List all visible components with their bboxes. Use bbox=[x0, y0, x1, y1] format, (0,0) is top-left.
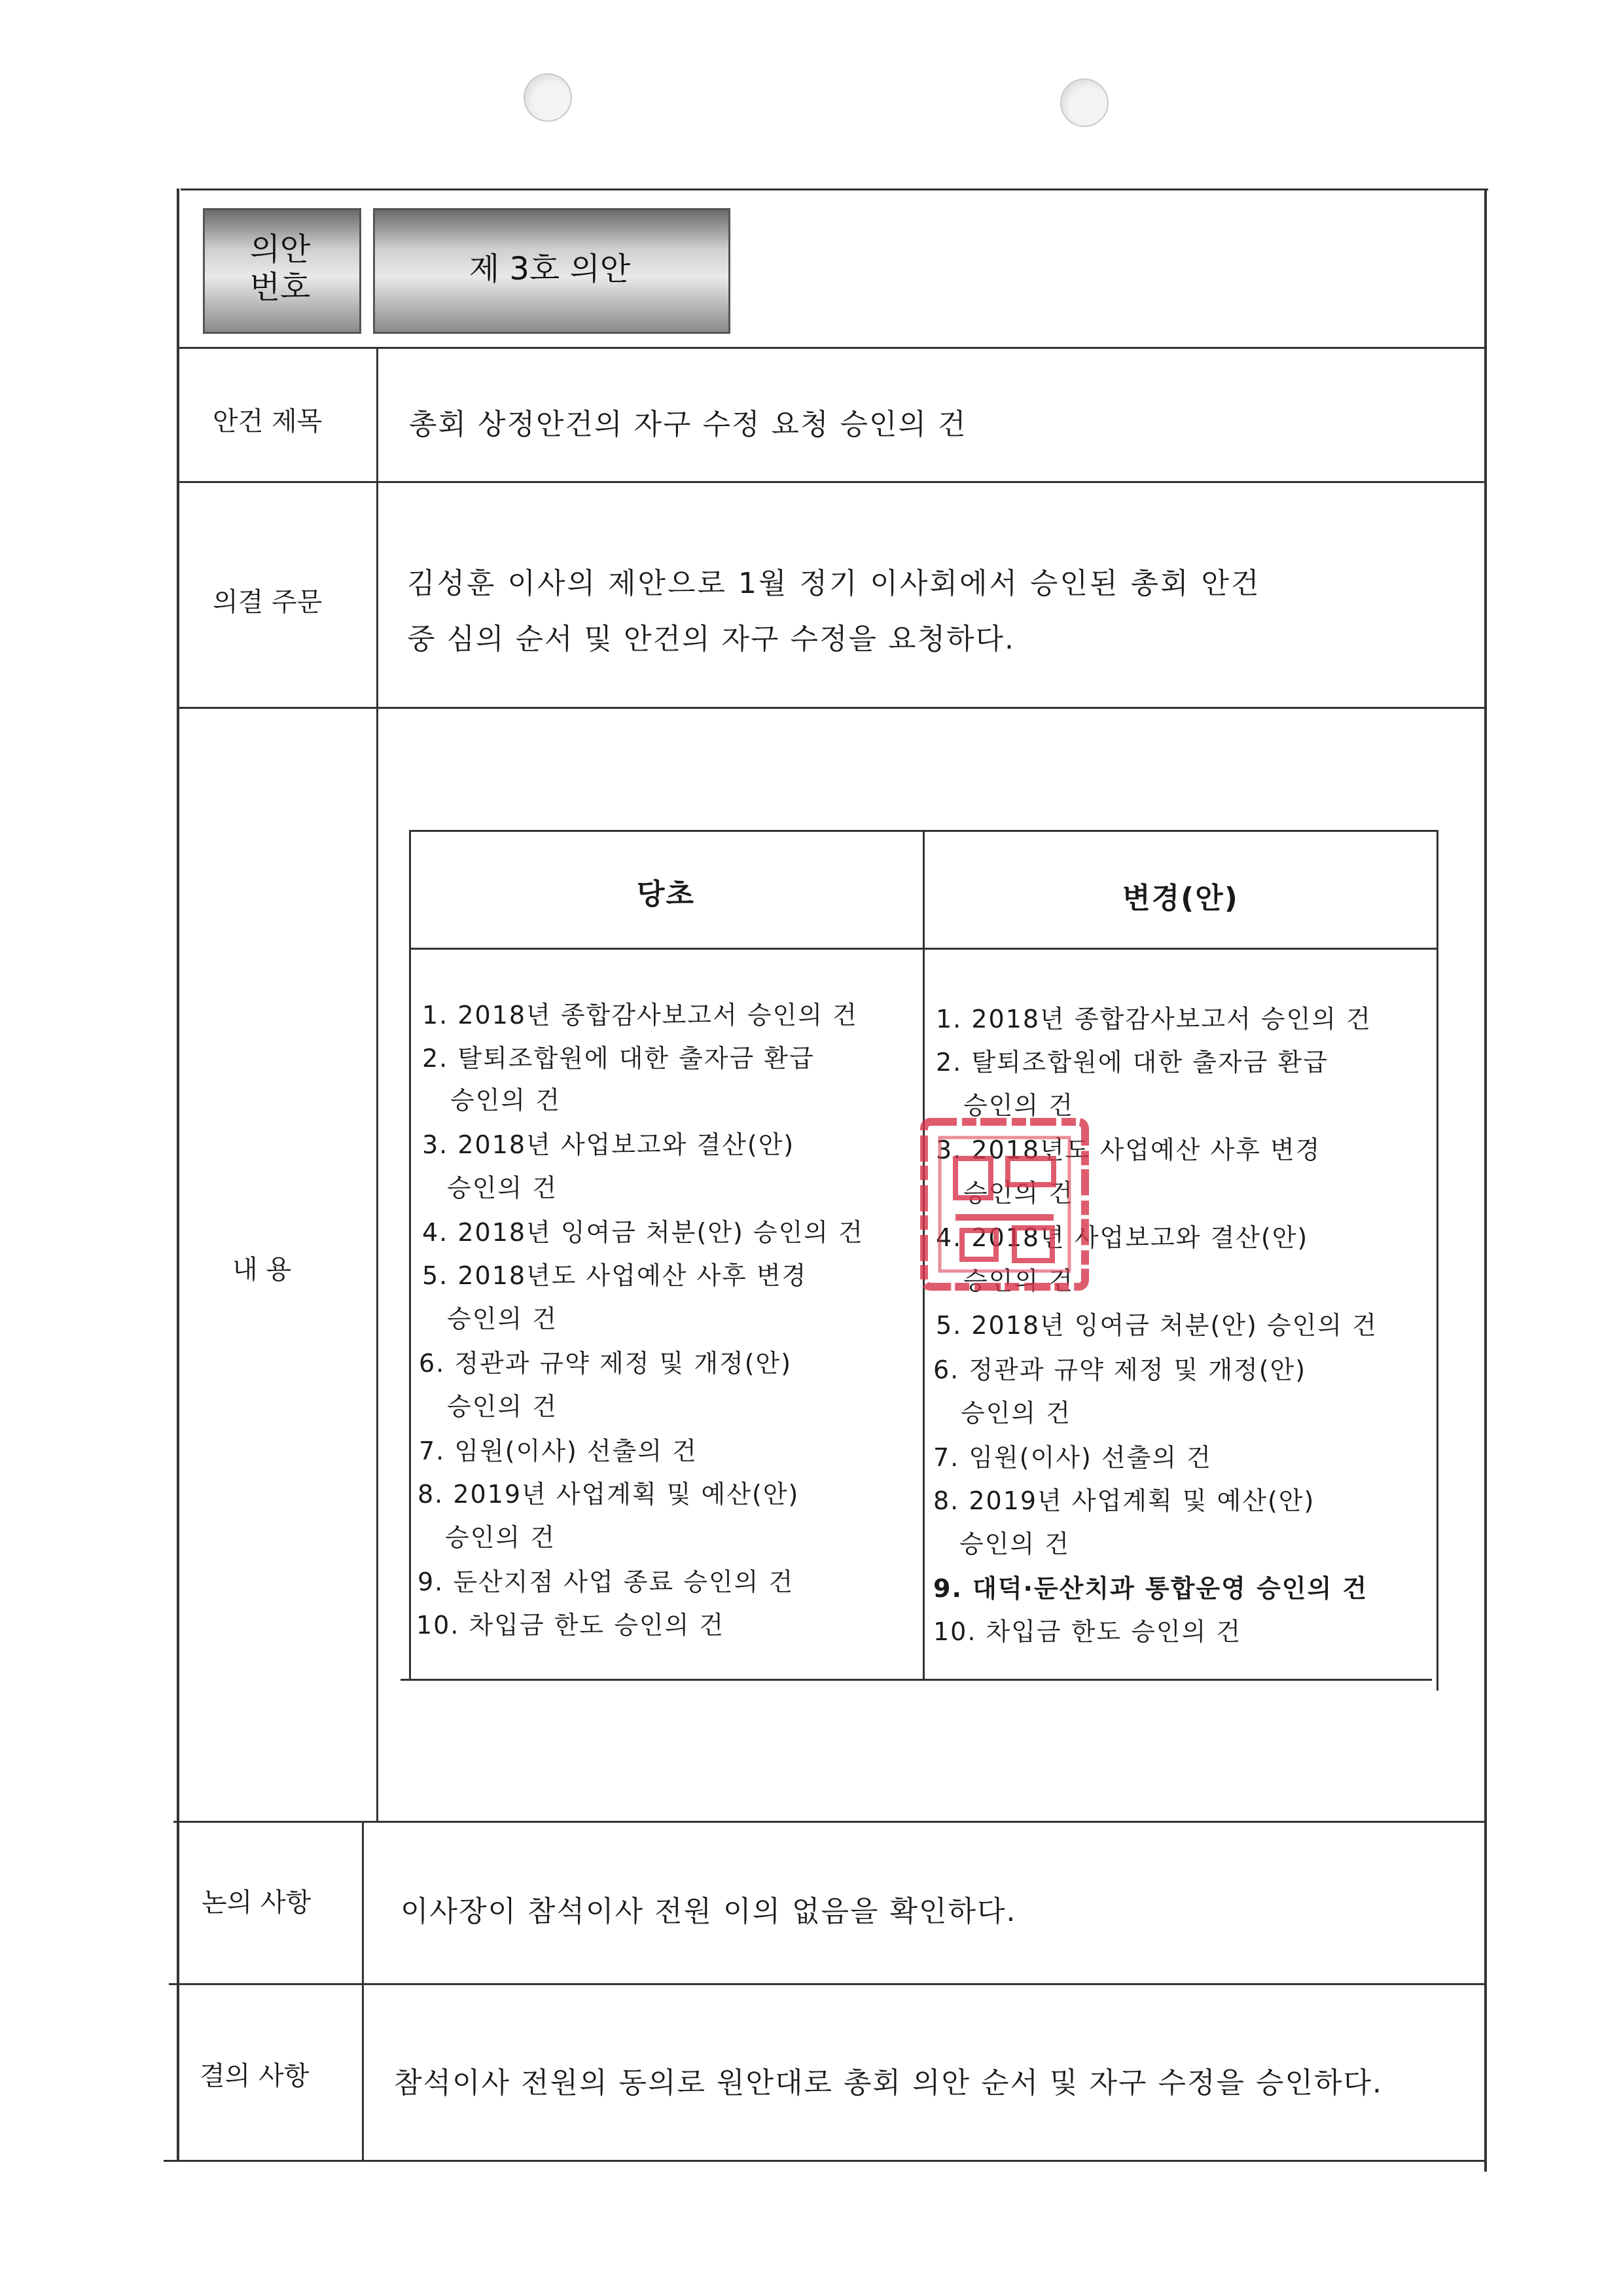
revised-item-8: 8. 2019년 사업계획 및 예산(안) bbox=[933, 1486, 1315, 1515]
resolution-text: 참석이사 전원의 동의로 원안대로 총회 의안 순서 및 자구 수정을 승인하다. bbox=[394, 2066, 1383, 2100]
revised-item-10: 10. 차입금 한도 승인의 건 bbox=[933, 1617, 1242, 1646]
original-item-8: 8. 2019년 사업계획 및 예산(안) bbox=[418, 1480, 800, 1509]
seal-stamp bbox=[916, 1113, 1093, 1296]
row-label-content: 내 용 bbox=[232, 1255, 291, 1285]
original-item-6: 6. 정관과 규약 제정 및 개정(안) bbox=[419, 1349, 793, 1378]
row-separator-4 bbox=[173, 1821, 1487, 1823]
original-item-4: 4. 2018년 잉여금 처분(안) 승인의 건 bbox=[422, 1218, 864, 1247]
discussion-text: 이사장이 참석이사 전원 이의 없음을 확인하다. bbox=[401, 1895, 1017, 1928]
revised-item-3: 3. 2018년도 사업예산 사후 변경 bbox=[936, 1136, 1321, 1164]
original-item-7: 7. 임원(이사) 선출의 건 bbox=[419, 1437, 698, 1465]
revised-item-1: 1. 2018년 종합감사보고서 승인의 건 bbox=[936, 1005, 1372, 1033]
revised-item-2: 2. 탈퇴조합원에 대한 출자금 환급 bbox=[936, 1048, 1329, 1077]
row-label-discussion: 논의 사항 bbox=[202, 1888, 312, 1918]
original-item-3-cont: 승인의 건 bbox=[447, 1174, 558, 1202]
original-item-8-cont: 승인의 건 bbox=[445, 1523, 556, 1552]
revised-item-3-cont: 승인의 건 bbox=[963, 1179, 1074, 1208]
original-item-3: 3. 2018년 사업보고와 결산(안) bbox=[422, 1130, 795, 1159]
revised-item-6: 6. 정관과 규약 제정 및 개정(안) bbox=[933, 1355, 1307, 1384]
agenda-number: 제 3호 의안 bbox=[469, 251, 631, 287]
comparison-header-revised: 변경(안) bbox=[1122, 882, 1239, 915]
comparison-table-header-separator bbox=[409, 948, 1438, 950]
row-label-title: 안건 제목 bbox=[213, 406, 323, 437]
punch-hole-left bbox=[524, 73, 572, 122]
row-label-resolution: 결의 사항 bbox=[200, 2061, 310, 2091]
label-column-divider-upper bbox=[376, 347, 378, 1821]
revised-item-9: 9. 대덕·둔산치과 통합운영 승인의 건 bbox=[933, 1574, 1368, 1603]
resolution-order-line-1: 김성훈 이사의 제안으로 1월 정기 이사회에서 승인된 총회 안건 bbox=[407, 567, 1261, 600]
row-separator-1 bbox=[178, 347, 1487, 349]
original-item-10: 10. 차입금 한도 승인의 건 bbox=[416, 1611, 725, 1640]
punch-hole-right bbox=[1060, 79, 1109, 127]
revised-item-8-cont: 승인의 건 bbox=[959, 1530, 1070, 1558]
agenda-title: 총회 상정안건의 자구 수정 요청 승인의 건 bbox=[409, 408, 967, 441]
row-separator-3 bbox=[178, 707, 1487, 709]
comparison-table-bottom bbox=[401, 1679, 1432, 1681]
revised-item-4: 4. 2018년 사업보고와 결산(안) bbox=[936, 1223, 1309, 1252]
original-item-6-cont: 승인의 건 bbox=[447, 1392, 558, 1421]
original-item-2-cont: 승인의 건 bbox=[450, 1086, 561, 1115]
original-item-2: 2. 탈퇴조합원에 대한 출자금 환급 bbox=[422, 1044, 815, 1073]
original-item-9: 9. 둔산지점 사업 종료 승인의 건 bbox=[418, 1568, 794, 1596]
original-item-5-cont: 승인의 건 bbox=[447, 1304, 558, 1333]
label-column-divider-lower bbox=[362, 1821, 364, 2161]
resolution-order-line-2: 중 심의 순서 및 안건의 자구 수정을 요청하다. bbox=[407, 622, 1015, 656]
agenda-number-label: 의안 번호 bbox=[249, 231, 311, 306]
original-item-1: 1. 2018년 종합감사보고서 승인의 건 bbox=[422, 1001, 858, 1030]
row-separator-2 bbox=[178, 481, 1487, 483]
original-item-5: 5. 2018년도 사업예산 사후 변경 bbox=[422, 1261, 808, 1290]
revised-item-2-cont: 승인의 건 bbox=[963, 1091, 1074, 1120]
revised-item-5: 5. 2018년 잉여금 처분(안) 승인의 건 bbox=[936, 1311, 1378, 1340]
row-label-resolution-order: 의결 주문 bbox=[213, 587, 323, 617]
revised-item-6-cont: 승인의 건 bbox=[961, 1399, 1071, 1427]
frame-left bbox=[177, 188, 179, 2160]
comparison-table-left bbox=[409, 830, 411, 1681]
row-separator-5 bbox=[169, 1983, 1487, 1985]
frame-top bbox=[181, 188, 1488, 190]
revised-item-4-cont: 승인의 건 bbox=[963, 1266, 1074, 1295]
revised-item-7: 7. 임원(이사) 선출의 건 bbox=[933, 1443, 1212, 1472]
comparison-header-original: 당초 bbox=[636, 878, 695, 911]
comparison-table-right bbox=[1436, 830, 1438, 1691]
frame-right bbox=[1484, 188, 1487, 2172]
